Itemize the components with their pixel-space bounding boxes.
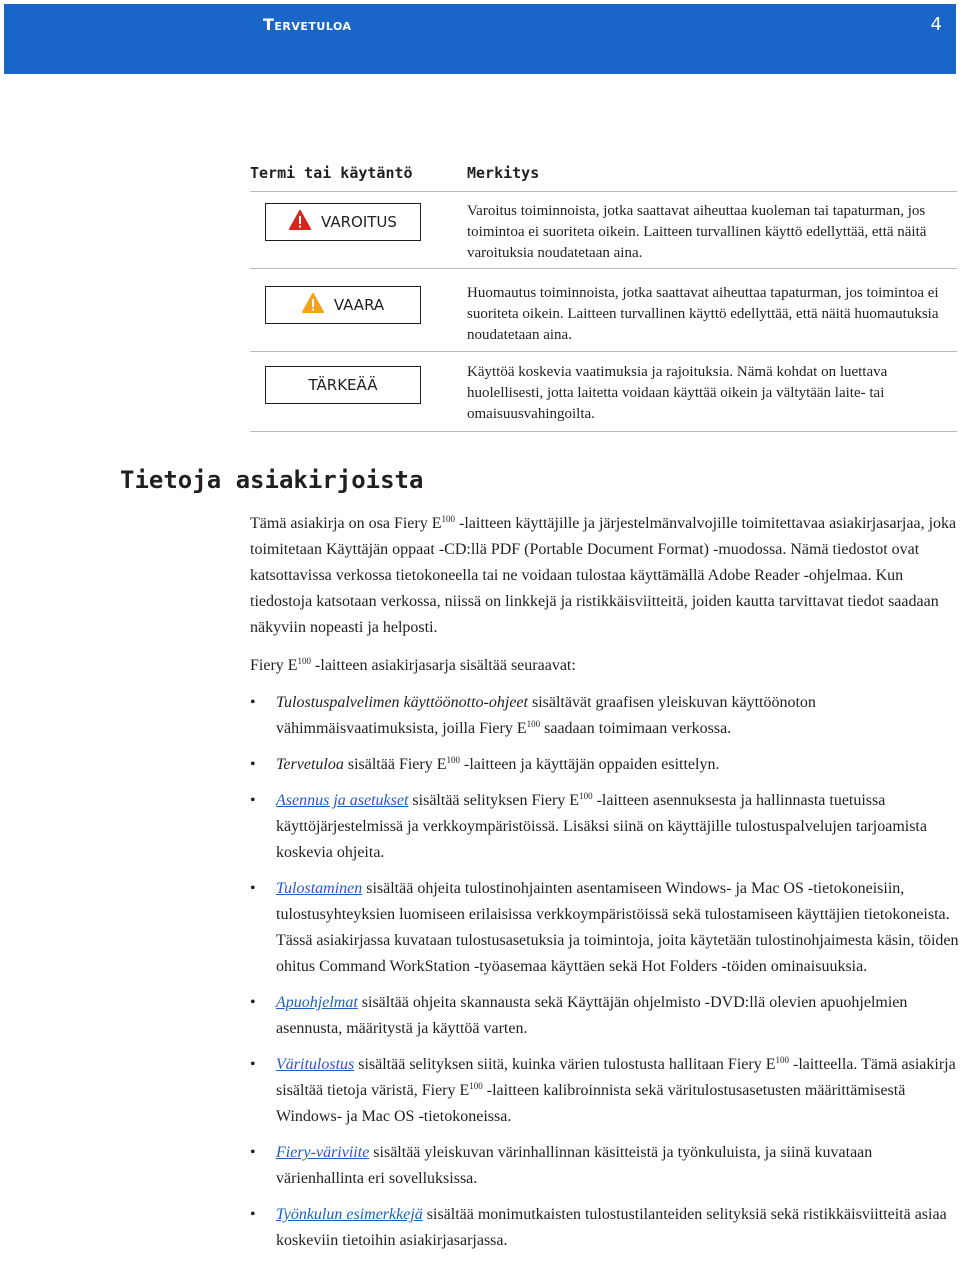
list-item: • Työnkulun esimerkkejä sisältää monimutkaisten tulostustilanteiden selityksiä sekä ristikkäisviitteitä asiaa koskeviin tietoihin asiakirjasarjassa.	[250, 1202, 960, 1254]
label-text: TÄRKEÄÄ	[308, 376, 378, 394]
list-item: • Tulostaminen sisältää ohjeita tulostinohjainten asentamiseen Windows- ja Mac OS -tietokoneisiin, tulostusyhteyksien luomiseen erilaisissa verkkoympäristöissä sekä tulostamiseen käyttäjien tietokoneista. Tässä asiakirjassa kuvataan tulostusasetuksia ja toimintoja, joita käytetään tulostinohjaimesta käsin, töiden ohitus Command WorkStation -työasemaa käyttäen sekä Hot Folders -töiden ominaisuuksia.	[250, 876, 960, 980]
doc-link-varitulostus[interactable]: Väritulostus	[276, 1056, 355, 1073]
warning-orange-triangle-icon	[302, 293, 324, 317]
column-header-meaning: Merkitys	[467, 164, 540, 182]
doc-link-esimerkkeja[interactable]: Työnkulun esimerkkejä	[276, 1206, 423, 1223]
bullet: •	[250, 1056, 256, 1073]
header-bar	[4, 4, 956, 74]
series-paragraph: Fiery $E^{100}$ -laitteen asiakirjasarja sisältää seuraavat:	[250, 656, 576, 674]
list-item: • Asennus ja asetukset sisältää selityksen Fiery $E^{100}$ -laitteen asennuksesta ja hallinnasta tuetuissa käyttöjärjestelmissä ja verkkoympäristöissä. Lisäksi siinä on käyttäjille tulostuspalvelujen tarjoamista koskevia ohjeita.	[250, 788, 960, 866]
list-item: • Väritulostus sisältää selityksen siitä, kuinka värien tulostusta hallitaan Fiery $E^{100}$ -laitteella. Tämä asiakirja sisältää tietoja väristä, Fiery $E^{100}$ -laitteen kalibroinnista sekä väritulostusasetusten määrittämisestä Windows- ja Mac OS -tietokoneissa.	[250, 1052, 960, 1130]
bullet: •	[250, 792, 256, 809]
list-item: • Tervetuloa sisältää Fiery $E^{100}$ -laitteen ja käyttäjän oppaiden esittelyn.	[250, 752, 960, 778]
desc-vaara: Huomautus toiminnoista, jotka saattavat aiheuttaa tapaturman, jos toimintoa ei suoriteta oikein. Laitteen turvallinen käyttö edellyttää, että näitä huomautuksia noudatetaan aina.	[467, 285, 939, 343]
bullet: •	[250, 880, 256, 897]
label-tarkeaa	[265, 366, 421, 404]
list-item: • Apuohjelmat sisältää ohjeita skannausta sekä Käyttäjän ohjelmisto -DVD:llä olevien apuohjelmien asennusta, määritystä ja käyttöä varten.	[250, 990, 960, 1042]
page-number: 4	[930, 14, 942, 35]
bullet: •	[250, 1144, 256, 1161]
label-vaara	[265, 286, 421, 324]
doc-link-variviite[interactable]: Fiery-väriviite	[276, 1144, 370, 1161]
doc-title: Tulostuspalvelimen käyttöönotto-ohjeet	[276, 694, 528, 711]
column-header-term: Termi tai käytäntö	[250, 164, 413, 182]
bullet: •	[250, 994, 256, 1011]
bullet: •	[250, 694, 256, 711]
table-rule	[250, 351, 957, 352]
bullet: •	[250, 1206, 256, 1223]
bullet: •	[250, 756, 256, 773]
warning-red-triangle-icon	[289, 210, 311, 234]
table-rule	[250, 191, 957, 192]
doc-link-tulostaminen[interactable]: Tulostaminen	[276, 880, 363, 897]
label-text: VAROITUS	[321, 213, 397, 231]
desc-varoitus: Varoitus toiminnoista, jotka saattavat aiheuttaa kuoleman tai tapaturman, jos toimintoa ei suoriteta oikein. Laitteen turvallinen käyttö edellyttää, että näitä varoituksia noudatetaan aina.	[467, 203, 927, 261]
document-list	[250, 690, 960, 1264]
doc-link-apuohjelmat[interactable]: Apuohjelmat	[276, 994, 358, 1011]
doc-link-asennus[interactable]: Asennus ja asetukset	[276, 792, 409, 809]
intro-paragraph: Tämä asiakirja on osa Fiery $E^{100}$ -laitteen käyttäjille ja järjestelmänvalvojille toimitettavaa asiakirjasarjaa, joka toimitetaan Käyttäjän oppaat -CD:llä PDF (Portable Document Format) -muodossa. Nämä tiedostot ovat katsottavissa verkossa tietokoneella tai ne voidaan tulostaa käyttämällä Adobe Reader -ohjelmaa. Kun tiedostoja katsotaan verkossa, niissä on linkkejä ja ristikkäisviitteitä, joiden kautta tarvittavat tiedot saadaan näkyviin nopeasti ja helposti.	[250, 514, 957, 636]
table-rule	[250, 431, 957, 432]
doc-title: Tervetuloa	[276, 756, 344, 773]
list-item: • Tulostuspalvelimen käyttöönotto-ohjeet sisältävät graafisen yleiskuvan käyttöönoton vähimmäisvaatimuksista, joilla Fiery $E^{100}$ saadaan toimimaan verkossa.	[250, 690, 960, 742]
list-item: • Fiery-väriviite sisältää yleiskuvan värinhallinnan käsitteistä ja työnkuluista, ja siinä kuvataan värienhallinta eri sovelluksissa.	[250, 1140, 960, 1192]
page-title: Tervetuloa	[263, 15, 352, 34]
section-heading: Tietoja asiakirjoista	[120, 466, 424, 494]
label-varoitus	[265, 203, 421, 241]
desc-tarkeaa: Käyttöä koskevia vaatimuksia ja rajoituksia. Nämä kohdat on luettava huolellisesti, jotta laitetta voidaan käyttää oikein ja vältytään laite- tai omaisuusvahingoilta.	[467, 364, 888, 422]
label-text: VAARA	[333, 296, 385, 314]
table-rule	[250, 268, 957, 269]
